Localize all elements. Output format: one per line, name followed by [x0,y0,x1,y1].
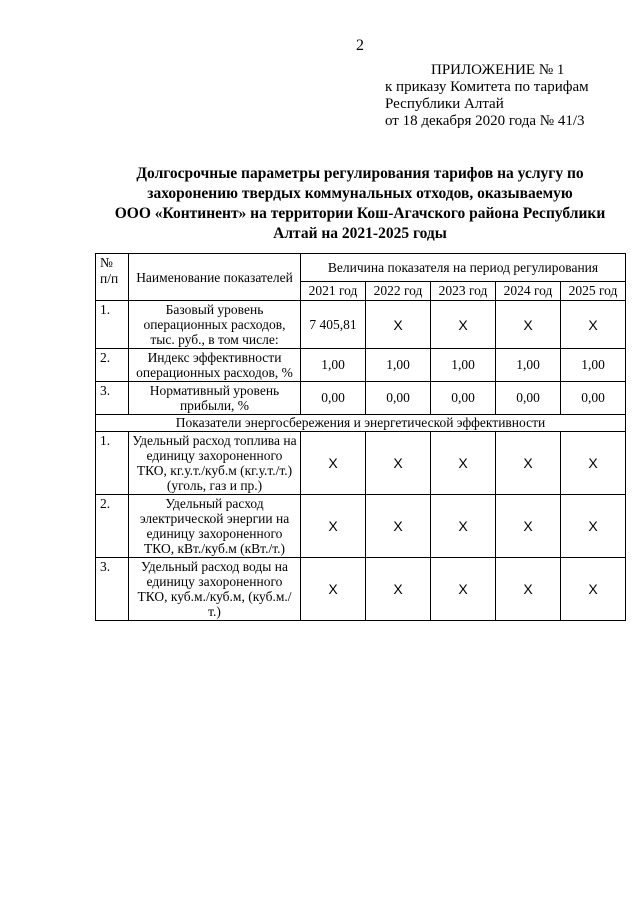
row-value: X [431,558,496,621]
row-number: 2. [96,349,129,382]
row-value: 0,00 [561,382,626,415]
row-value: 1,00 [366,349,431,382]
header-year: 2023 год [431,282,496,301]
section-header-row [96,415,626,432]
row-value: X [496,495,561,558]
row-indicator-name: Нормативный уровень прибыли, % [129,382,301,415]
row-value: X [561,432,626,495]
row-value: X [366,495,431,558]
row-indicator-name: Индекс эффективности операционных расходов, % [129,349,301,382]
row-indicator-name: Удельный расход электрической энергии на единицу захороненного ТКО, кВт./куб.м (кВт./т.) [129,495,301,558]
table-row [96,301,626,349]
row-value: 0,00 [496,382,561,415]
row-indicator-name: Базовый уровень операционных расходов, тыс. руб., в том числе: [129,301,301,349]
parameters-table [95,253,626,621]
row-value: 0,00 [301,382,366,415]
row-value: 1,00 [301,349,366,382]
appendix-line-2: Республики Алтай [385,96,504,112]
appendix-line-1: к приказу Комитета по тарифам [385,79,589,95]
row-value: 0,00 [366,382,431,415]
row-value: X [496,432,561,495]
appendix-title: ПРИЛОЖЕНИЕ № 1 [431,62,565,78]
row-number: 1. [96,301,129,349]
row-value: X [366,301,431,349]
page-number: 2 [356,37,364,54]
table-row [96,495,626,558]
header-year: 2025 год [561,282,626,301]
row-indicator-name: Удельный расход топлива на единицу захороненного ТКО, кг.у.т./куб.м (кг.у.т./т.) (уголь, газ и пр.) [129,432,301,495]
title-line-2: захоронению твердых коммунальных отходов, оказываемую [147,185,573,202]
row-value: 1,00 [496,349,561,382]
title-line-4: Алтай на 2021-2025 годы [273,225,447,242]
row-value: X [496,301,561,349]
table-row [96,349,626,382]
header-indicator-name: Наименование показателей [129,254,301,301]
row-value: X [301,558,366,621]
appendix-header [385,62,589,130]
row-value: X [431,495,496,558]
row-value: X [496,558,561,621]
title-line-1: Долгосрочные параметры регулирования тарифов на услугу по [136,165,584,182]
section-title: Показатели энергосбережения и энергетической эффективности [96,415,626,432]
document-title [90,164,630,244]
row-value: X [431,301,496,349]
row-value: 1,00 [431,349,496,382]
row-value: 0,00 [431,382,496,415]
row-value: X [431,432,496,495]
row-value: X [561,301,626,349]
header-year: 2022 год [366,282,431,301]
header-value-period: Величина показателя на период регулирования [301,254,626,282]
header-year: 2021 год [301,282,366,301]
row-value: X [366,432,431,495]
row-number: 1. [96,432,129,495]
row-value: X [561,495,626,558]
row-value: X [366,558,431,621]
row-value: 7 405,81 [301,301,366,349]
row-value: X [301,495,366,558]
header-year: 2024 год [496,282,561,301]
header-number: № п/п [96,254,129,301]
row-number: 2. [96,495,129,558]
table-row [96,382,626,415]
row-value: X [301,432,366,495]
row-number: 3. [96,558,129,621]
table-row [96,432,626,495]
row-number: 3. [96,382,129,415]
title-line-3: ООО «Континент» на территории Кош-Агачского района Республики [114,205,606,222]
row-value: 1,00 [561,349,626,382]
row-value: X [561,558,626,621]
appendix-line-3: от 18 декабря 2020 года № 41/3 [385,113,585,129]
table-row [96,558,626,621]
row-indicator-name: Удельный расход воды на единицу захороненного ТКО, куб.м./куб.м, (куб.м./т.) [129,558,301,621]
